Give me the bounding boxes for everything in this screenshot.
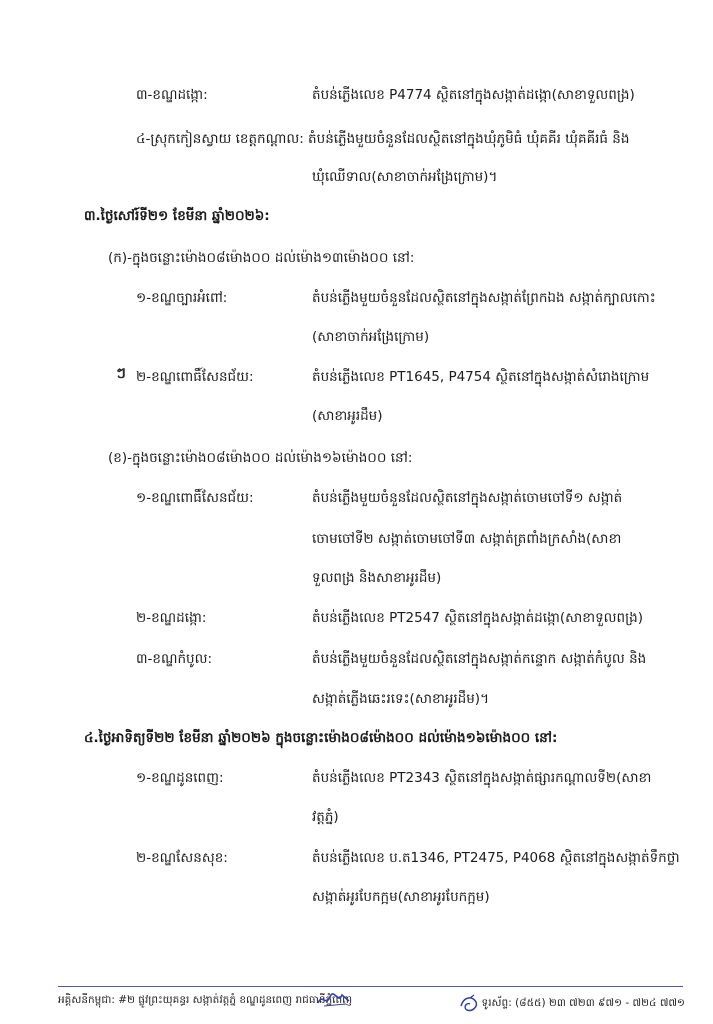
area-label: ២-ខណ្ឌដង្កោ: (136, 610, 207, 626)
schedule-line (312, 166, 497, 188)
schedule-line (136, 128, 629, 150)
area-label: ១-ខណ្ឌច្បារអំពៅ: (136, 290, 228, 306)
area-label: ៣-ខណ្ឌកំបូល: (136, 651, 212, 667)
footer-divider (58, 986, 683, 987)
schedule-line (136, 767, 651, 789)
signature-scribble-icon (316, 989, 352, 1009)
area-detail: វត្តភ្នំ) (312, 809, 339, 825)
schedule-line (136, 648, 646, 670)
time-window (108, 447, 412, 469)
area-label: ២-ខណ្ឌសែនសុខ: (136, 850, 228, 866)
time-window-text: (ក)-ក្នុងចន្លោះម៉ោង០៨ម៉ោង០០ ដល់ម៉ោង១៣ម៉ោង០០ នៅ: (108, 250, 415, 266)
footer-contact (458, 994, 685, 1014)
area-label: ៣-ខណ្ឌដង្កោ: (136, 87, 208, 103)
schedule-line (312, 567, 441, 589)
schedule-line (136, 287, 656, 309)
area-detail: តំបន់ភ្លើងមួយចំនួនដែលស្ថិតនៅក្នុងសង្កាត់ចោមចៅទី១ សង្កាត់ (312, 490, 623, 506)
area-label: ១-ខណ្ឌដូនពេញ: (136, 770, 224, 786)
area-detail: សង្កាត់អូរបែកក្អម(សាខាអូរបែកក្អម) (312, 889, 490, 905)
footer-phone-text: ទូរស័ព្ទ: (៨៥៥) ២៣ ៧២៣ ៩៧១ - ៧២៤ ៧៧១ (481, 996, 685, 1009)
area-detail: (សាខាអូរដឹម) (312, 408, 383, 424)
area-label: ២-ខណ្ឌពោធិ៍សែនជ័យ: (136, 369, 254, 385)
area-detail: ចោមចៅទី២ សង្កាត់ចោមចៅទី៣ សង្កាត់ត្រពាំងក្រសាំង(សាខា (312, 531, 622, 547)
footer-address-text: អគ្គិសនីកម្ពុជា: #២ ផ្លូវព្រះយុគន្ធរ សង្កាត់វត្តភ្នំ ខណ្ឌដូនពេញ រាជធានីភ្នំពេញ (58, 994, 353, 1006)
area-detail: តំបន់ភ្លើងមួយចំនួនដែលស្ថិតនៅក្នុងសង្កាត់កន្ទោក សង្កាត់កំបូល និង (312, 651, 647, 667)
schedule-line (136, 84, 635, 106)
area-detail: តំបន់ភ្លើងលេខ ប.ត1346, PT2475, P4068 ស្ថិតនៅក្នុងសង្កាត់ទឹកថ្លា (312, 850, 680, 866)
schedule-line (312, 806, 339, 828)
area-detail: (សាខាចាក់អង្រែក្រោម) (312, 329, 430, 345)
area-detail: តំបន់ភ្លើងមួយចំនួនដែលស្ថិតនៅក្នុងសង្កាត់ព្រែកឯង សង្កាត់ក្បាលកោះ (312, 290, 656, 306)
schedule-line (312, 688, 489, 710)
schedule-line (136, 847, 680, 869)
section-heading (84, 727, 557, 749)
section-heading-text: ៤.ថ្ងៃអាទិត្យទី២២ ខែមីនា ឆ្នាំ២០២៦ ក្នុងចន្លោះម៉ោង០៨ម៉ោង០០ ដល់ម៉ោង១៦ម៉ោង០០ នៅ: (84, 730, 558, 746)
area-detail: ឃុំឈើទាល(សាខាចាក់អង្រែក្រោម)។ (312, 169, 498, 185)
margin-handwritten-mark: ៗ (116, 364, 126, 382)
area-detail: តំបន់ភ្លើងលេខ PT2343 ស្ថិតនៅក្នុងសង្កាត់ផ្សារកណ្ដាលទី២(សាខា (312, 770, 652, 786)
area-detail: តំបន់ភ្លើងលេខ PT2547 ស្ថិតនៅក្នុងសង្កាត់ដង្កោ(សាខាទួលពង្រ) (312, 610, 643, 626)
area-detail: តំបន់ភ្លើងលេខ PT1645, P4754 ស្ថិតនៅក្នុងសង្កាត់សំរោងក្រោម (312, 369, 650, 385)
phone-logo-icon (458, 994, 480, 1014)
time-window-text: (ខ)-ក្នុងចន្លោះម៉ោង០៨ម៉ោង០០ ដល់ម៉ោង១៦ម៉ោង០០ នៅ: (108, 450, 413, 466)
footer-address (58, 994, 352, 1009)
schedule-line (312, 886, 490, 908)
area-detail: ទួលពង្រ និងសាខាអូរដឹម) (312, 570, 442, 586)
area-label: ១-ខណ្ឌពោធិ៍សែនជ័យ: (136, 490, 254, 506)
section-heading-text: ៣.ថ្ងៃសៅរ៍ទី២១ ខែមីនា ឆ្នាំ២០២៦: (84, 208, 270, 224)
schedule-line (312, 405, 383, 427)
schedule-line (312, 528, 621, 550)
area-detail: ៤-ស្រុកកៀនស្វាយ ខេត្តកណ្ដាល: តំបន់ភ្លើងមួយចំនួនដែលស្ថិតនៅក្នុងឃុំភូមិធំ ឃុំគគីរ ឃុំគគីរធំ និង (136, 131, 630, 147)
schedule-line (136, 487, 622, 509)
area-detail: តំបន់ភ្លើងលេខ P4774 ស្ថិតនៅក្នុងសង្កាត់ដង្កោ(សាខាទួលពង្រ) (312, 87, 635, 103)
area-detail: សង្កាត់ភ្លើងឆេះរទេះ(សាខាអូរដឹម)។ (312, 691, 489, 707)
schedule-line (312, 326, 429, 348)
schedule-line (136, 366, 649, 388)
section-heading (84, 205, 270, 227)
time-window (108, 247, 414, 269)
schedule-line (136, 607, 643, 629)
